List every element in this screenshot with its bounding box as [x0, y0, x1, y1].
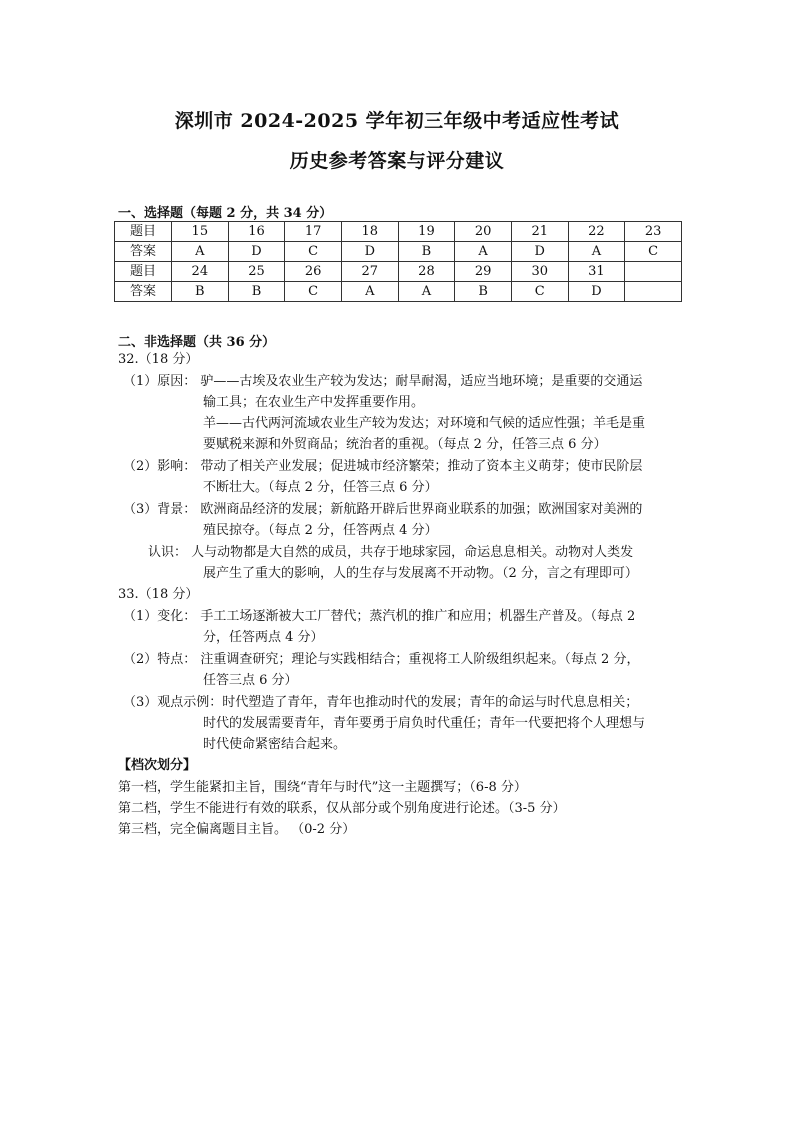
answer-line: （1）原因： 驴——古埃及农业生产较为发达；耐旱耐渴，适应当地环境；是重要的交通运: [123, 374, 643, 389]
answer-line: （3）观点示例：时代塑造了青年，青年也推动时代的发展；青年的命运与时代息息相关；: [123, 695, 639, 710]
answer-line: 羊——古代两河流域农业生产较为发达；对环境和气候的适应性强；羊毛是重: [203, 416, 646, 431]
table-cell: 19: [398, 222, 455, 242]
table-cell: D: [228, 242, 285, 262]
table-cell: D: [511, 242, 568, 262]
answer-line: 分，任答两点 4 分）: [203, 630, 324, 645]
row-label: 答案: [115, 242, 172, 262]
answer-line: （2）特点： 注重调查研究；理论与实践相结合；重视将工人阶级组织起来。（每点 2 分，: [123, 652, 640, 667]
document-subtitle: 历史参考答案与评分建议: [289, 150, 505, 172]
grading-level-line: 第二档，学生不能进行有效的联系，仅从部分或个别角度进行论述。（3-5 分）: [118, 801, 566, 816]
answer-line: 不断壮大。（每点 2 分，任答三点 6 分）: [203, 480, 438, 495]
table-cell: 21: [511, 222, 568, 242]
table-cell: C: [285, 242, 342, 262]
grading-level-line: 第三档，完全偏离题目主旨。 （0-2 分）: [118, 822, 356, 837]
table-cell: 15: [172, 222, 229, 242]
row-label: 题目: [115, 222, 172, 242]
answer-line: 时代使命紧密结合起来。: [203, 737, 347, 752]
table-cell: 20: [455, 222, 512, 242]
section-heading-multiple-choice: 一、选择题（每题 2 分，共 34 分）: [118, 206, 333, 221]
grading-levels-heading: 【档次划分】: [118, 758, 197, 773]
answer-line: 输工具；在农业生产中发挥重要作用。: [203, 395, 425, 410]
question-32-heading: 32.（18 分）: [118, 352, 199, 367]
table-cell: B: [398, 242, 455, 262]
grading-level-line: 第一档，学生能紧扣主旨，围绕“青年与时代”这一主题撰写；（6-8 分）: [118, 780, 527, 795]
table-cell: 27: [341, 262, 398, 282]
document-title: 深圳市 2024-2025 学年初三年级中考适应性考试: [174, 110, 620, 132]
table-row: [115, 242, 682, 262]
answer-line: 展产生了重大的影响，人的生存与发展离不开动物。（2 分，言之有理即可）: [203, 566, 638, 581]
table-row: [115, 282, 682, 302]
row-label: 答案: [115, 282, 172, 302]
table-cell: 17: [285, 222, 342, 242]
table-cell: A: [568, 242, 625, 262]
table-cell: 18: [341, 222, 398, 242]
table-cell: 23: [625, 222, 682, 242]
answer-line: （3）背景： 欧洲商品经济的发展；新航路开辟后世界商业联系的加强；欧洲国家对美洲的: [123, 502, 643, 517]
table-cell: A: [341, 282, 398, 302]
table-cell: 30: [511, 262, 568, 282]
table-cell: 26: [285, 262, 342, 282]
row-label: 题目: [115, 262, 172, 282]
table-cell: C: [625, 242, 682, 262]
table-cell: [625, 262, 682, 282]
table-cell: 29: [455, 262, 512, 282]
table-cell: [625, 282, 682, 302]
table-cell: C: [511, 282, 568, 302]
table-cell: D: [341, 242, 398, 262]
answer-line: 时代的发展需要青年，青年要勇于肩负时代重任；青年一代要把将个人理想与: [203, 716, 646, 731]
answer-line: 殖民掠夺。（每点 2 分，任答两点 4 分）: [203, 523, 438, 538]
table-cell: B: [172, 282, 229, 302]
table-cell: 22: [568, 222, 625, 242]
answer-line: 要赋税来源和外贸商品；统治者的重视。（每点 2 分，任答三点 6 分）: [203, 437, 607, 452]
table-cell: 16: [228, 222, 285, 242]
table-row: [115, 262, 682, 282]
answer-line: 任答三点 6 分）: [203, 673, 298, 688]
table-cell: A: [172, 242, 229, 262]
table-cell: 24: [172, 262, 229, 282]
table-cell: B: [455, 282, 512, 302]
question-33-heading: 33.（18 分）: [118, 587, 199, 602]
table-cell: 31: [568, 262, 625, 282]
section-heading-non-choice: 二、非选择题（共 36 分）: [118, 335, 276, 350]
table-cell: C: [285, 282, 342, 302]
answer-line: 认识： 人与动物都是大自然的成员，共存于地球家园，命运息息相关。动物对人类发: [148, 545, 634, 560]
answer-table: [114, 221, 682, 302]
table-row: [115, 222, 682, 242]
answer-line: （2）影响： 带动了相关产业发展；促进城市经济繁荣；推动了资本主义萌芽；使市民阶层: [123, 459, 643, 474]
table-cell: 28: [398, 262, 455, 282]
table-cell: 25: [228, 262, 285, 282]
table-cell: D: [568, 282, 625, 302]
answer-line: （1）变化： 手工工场逐渐被大工厂替代；蒸汽机的推广和应用；机器生产普及。（每点 2: [123, 609, 636, 624]
table-cell: A: [455, 242, 512, 262]
table-cell: A: [398, 282, 455, 302]
table-cell: B: [228, 282, 285, 302]
